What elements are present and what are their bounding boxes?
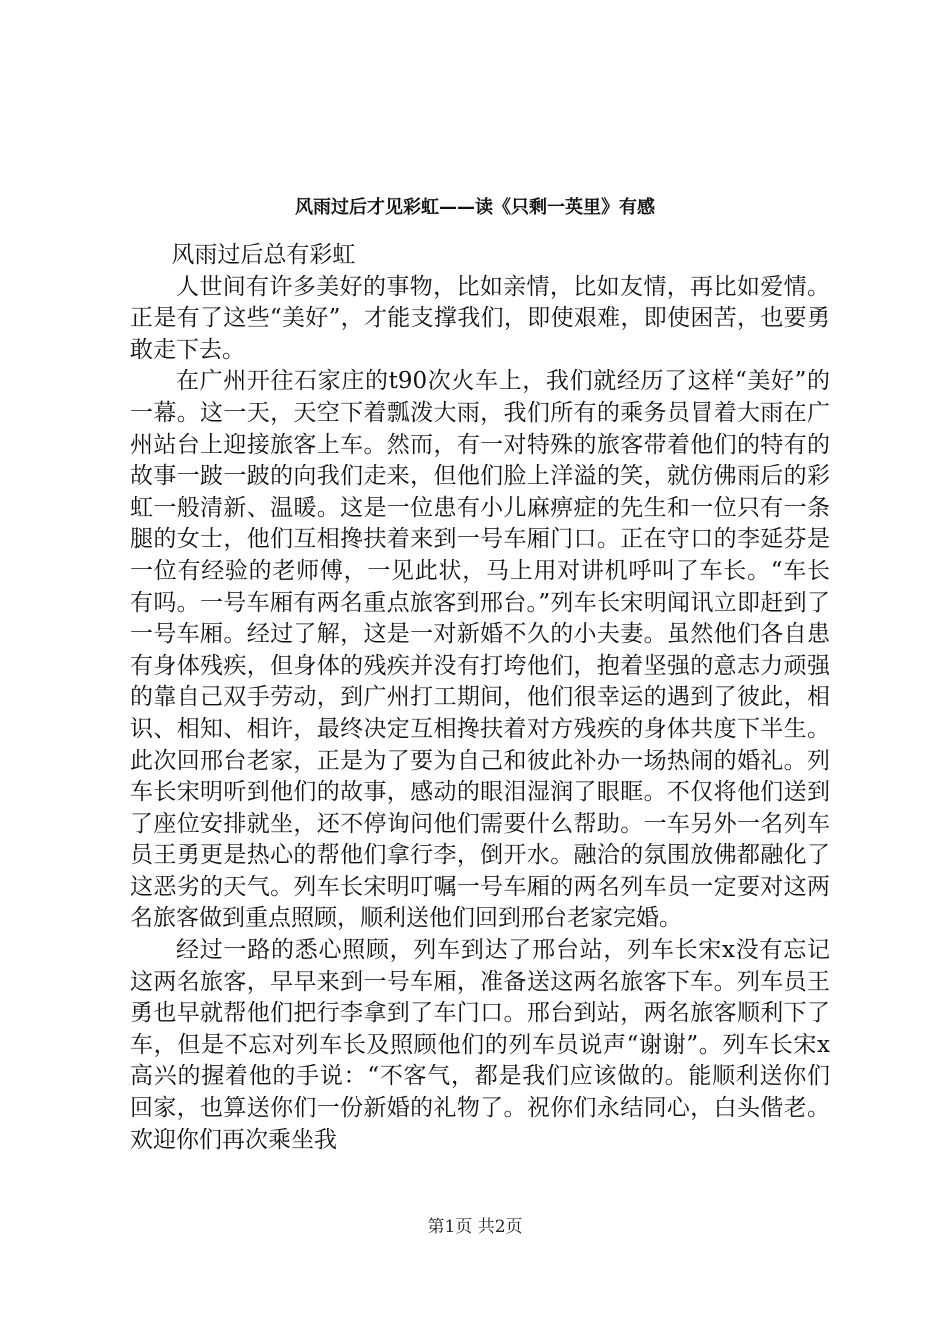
paragraph: 在广州开往石家庄的t90次火车上，我们就经历了这样“美好”的一幕。这一天，天空下着瓢泼大雨，我们所有的乘务员冒着大雨在广州站台上迎接旅客上车。然而，有一对特殊的旅客带着他们的特有的故事一跛一跛的向我们走来，但他们脸上洋溢的笑，就仿佛雨后的彩虹一般清新、温暖。这是一位患有小儿麻痹症的先生和一位只有一条腿的女士，他们互相搀扶着来到一号车厢门口。正在守口的李延芬是一位有经验的老师傅，一见此状，马上用对讲机呼叫了车长。“车长有吗。一号车厢有两名重点旅客到邢台。”列车长宋明闻讯立即赶到了一号车厢。经过了解，这是一对新婚不久的小夫妻。虽然他们各自患有身体残疾，但身体的残疾并没有打垮他们，抱着坚强的意志力顽强的靠自己双手劳动，到广州打工期间，他们很幸运的遇到了彼此，相识、相知、相许，最终决定互相搀扶着对方残疾的身体共度下半生。此次回邢台老家，正是为了要为自己和彼此补办一场热闹的婚礼。列车长宋明听到他们的故事，感动的眼泪湿润了眼眶。不仅将他们送到了座位安排就坐，还不停询问他们需要什么帮助。一车另外一名列车员王勇更是热心的帮他们拿行李，倒开水。融洽的氛围放佛都融化了这恶劣的天气。列车长宋明叮嘱一号车厢的两名列车员一定要对这两名旅客做到重点照顾，顺利送他们回到邢台老家完婚。 [130, 368, 830, 932]
paragraph: 经过一路的悉心照顾，列车到达了邢台站，列车长宋x没有忘记这两名旅客，早早来到一号车厢，准备送这两名旅客下车。列车员王勇也早就帮他们把行李拿到了车门口。邢台到站，两名旅客顺利下了车，但是不忘对列车长及照顾他们的列车员说声“谢谢”。列车长宋x高兴的握着他的手说：“不客气，都是我们应该做的。能顺利送你们回家，也算送你们一份新婚的礼物了。祝你们永结同心，白头偕老。欢迎你们再次乘坐我 [130, 937, 830, 1153]
document-body [130, 240, 830, 1156]
document-title: 风雨过后才见彩虹——读《只剩一英里》有感 [295, 197, 655, 218]
subtitle: 风雨过后总有彩虹 [171, 242, 356, 268]
paragraph: 人世间有许多美好的事物，比如亲情，比如友情，再比如爱情。正是有了这些“美好”，才能支撑我们，即使艰难，即使困苦，也要勇敢走下去。 [130, 273, 830, 363]
page-footer: 第1页 共2页 [427, 1217, 523, 1237]
